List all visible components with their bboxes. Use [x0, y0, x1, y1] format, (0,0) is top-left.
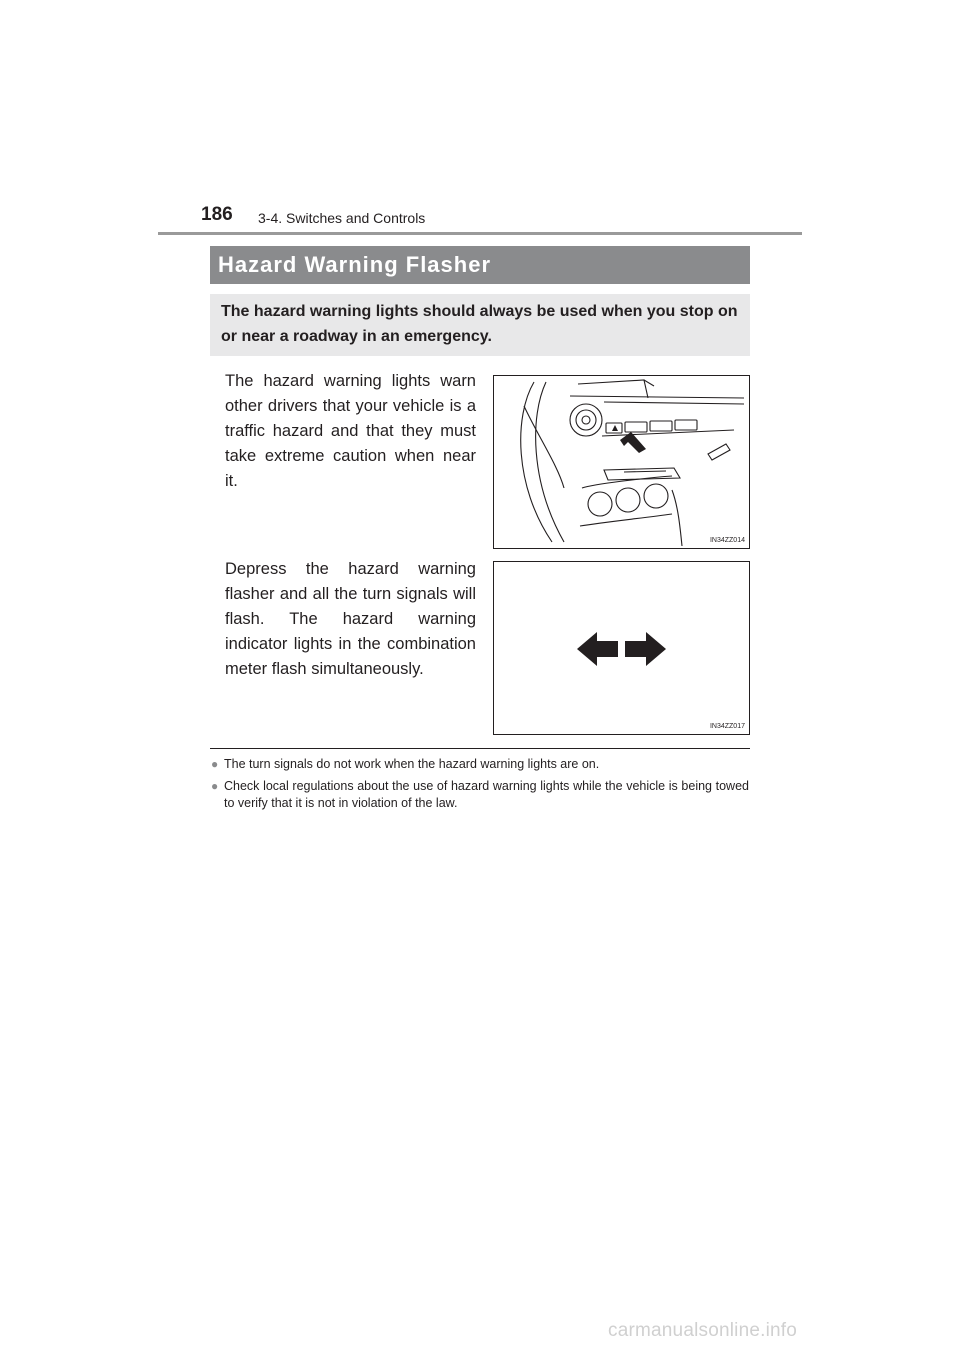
note-item — [211, 756, 749, 773]
section-title: 3-4. Switches and Controls — [258, 210, 426, 226]
page-title: Hazard Warning Flasher — [210, 246, 750, 284]
figure-turn-signals — [493, 561, 750, 735]
dashboard-hazard-switch-illustration — [494, 376, 749, 548]
turn-signal-arrows-icon — [494, 562, 749, 734]
watermark: carmanualsonline.info — [608, 1320, 798, 1341]
intro-summary: The hazard warning lights should always be used when you stop on or near a roadway in an emergency. — [210, 294, 750, 356]
bullet-icon: ● — [211, 779, 219, 793]
header-divider — [158, 232, 802, 235]
bullet-icon: ● — [211, 757, 219, 771]
note-item — [211, 778, 749, 812]
notes-divider — [210, 748, 750, 749]
body-paragraph-operation: Depress the hazard warning flasher and all the turn signals will flash. The hazard warning indicator lights in the combination meter flash simultaneously. — [225, 560, 476, 678]
figure-dashboard — [493, 375, 750, 549]
note-text: The turn signals do not work when the hazard warning lights are on. — [224, 757, 600, 771]
note-text: Check local regulations about the use of hazard warning lights while the vehicle is being towed to verify that it is not in violation of the law. — [224, 779, 749, 810]
figure-code: IN34ZZ017 — [709, 723, 745, 730]
page-number: 186 — [201, 204, 233, 225]
figure-code: IN34ZZ014 — [709, 537, 745, 544]
body-paragraph-warning: The hazard warning lights warn other drivers that your vehicle is a traffic hazard and that they must take extreme caution when near it. — [225, 372, 476, 490]
